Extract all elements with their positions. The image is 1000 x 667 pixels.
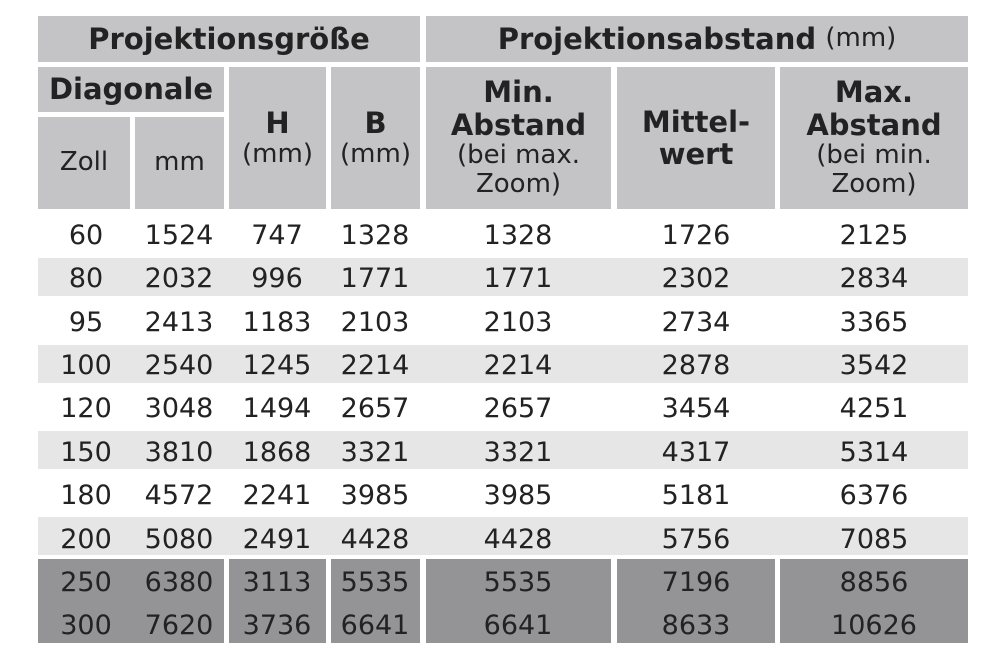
cell-min: 3321 <box>483 436 553 468</box>
cell-max: 7085 <box>839 523 909 555</box>
cell-mm: 6380 <box>144 567 214 599</box>
cell-mid: 2878 <box>661 350 731 382</box>
cell-zoll: 95 <box>68 306 104 338</box>
header-diagonal: Diagonale <box>38 67 224 112</box>
cell-mid: 1726 <box>661 219 731 251</box>
cell-h: 1868 <box>242 436 312 468</box>
cell-h: 3736 <box>242 610 312 642</box>
header-min-line2: Abstand <box>450 107 587 142</box>
cell-max: 8856 <box>839 567 909 599</box>
cell-h: 2241 <box>242 480 312 512</box>
cell-mm: 3810 <box>144 436 214 468</box>
header-height-label: H <box>265 106 290 141</box>
cell-min: 2657 <box>483 393 553 425</box>
header-width <box>331 67 420 209</box>
cell-max: 4251 <box>839 393 909 425</box>
cell-mid: 5181 <box>661 480 731 512</box>
cell-b: 1771 <box>340 263 410 295</box>
cell-min: 5535 <box>483 567 553 599</box>
cell-mm: 7620 <box>144 610 214 642</box>
cell-max: 2125 <box>839 219 909 251</box>
cell-mid: 5756 <box>661 523 731 555</box>
cell-mid: 4317 <box>661 436 731 468</box>
cell-min: 6641 <box>483 610 553 642</box>
header-width-unit: (mm) <box>340 138 411 169</box>
header-projection-distance <box>426 16 968 62</box>
header-max-line1: Max. <box>834 75 914 110</box>
cell-mm: 4572 <box>144 480 214 512</box>
cell-h: 1494 <box>242 393 312 425</box>
cell-min: 2214 <box>483 350 553 382</box>
cell-b: 3321 <box>340 436 410 468</box>
cell-max: 5314 <box>839 436 909 468</box>
cell-max: 3365 <box>839 306 909 338</box>
cell-b: 1328 <box>340 219 410 251</box>
header-mid-line1: Mittel- <box>641 104 751 139</box>
cell-mid: 3454 <box>661 393 731 425</box>
cell-zoll: 80 <box>68 263 104 295</box>
header-height <box>229 67 326 209</box>
cell-h: 996 <box>251 263 303 295</box>
cell-mid: 8633 <box>661 610 731 642</box>
cell-b: 6641 <box>340 610 410 642</box>
header-max-distance <box>780 67 968 209</box>
cell-zoll: 60 <box>68 219 104 251</box>
header-inch: Zoll <box>38 117 130 209</box>
header-min-line1: Min. <box>483 75 554 110</box>
header-projection-distance-label: Projektionsabstand <box>497 21 817 56</box>
cell-mm: 2413 <box>144 306 214 338</box>
cell-zoll: 180 <box>60 480 112 512</box>
cell-h: 3113 <box>242 567 312 599</box>
cell-zoll: 300 <box>60 610 112 642</box>
header-mid-value <box>617 67 775 209</box>
cell-max: 2834 <box>839 263 909 295</box>
cell-min: 1328 <box>483 219 553 251</box>
cell-b: 3985 <box>340 480 410 512</box>
cell-mm: 2032 <box>144 263 214 295</box>
cell-max: 10626 <box>831 610 917 642</box>
header-min-line4: Zoom) <box>475 169 562 200</box>
header-max-line2: Abstand <box>806 107 942 142</box>
header-mm: mm <box>135 117 224 209</box>
cell-max: 6376 <box>839 480 909 512</box>
header-max-line3: (bei min. <box>816 140 932 171</box>
cell-b: 2657 <box>340 393 410 425</box>
cell-b: 2214 <box>340 350 410 382</box>
header-min-line3: (bei max. <box>456 140 581 171</box>
cell-b: 2103 <box>340 306 410 338</box>
cell-zoll: 120 <box>60 393 112 425</box>
cell-mm: 2540 <box>144 350 214 382</box>
cell-zoll: 100 <box>60 350 112 382</box>
header-max-line4: Zoom) <box>831 169 917 200</box>
cell-max: 3542 <box>839 350 909 382</box>
cell-zoll: 200 <box>60 523 112 555</box>
header-projection-distance-unit: (mm) <box>825 23 897 54</box>
cell-min: 3985 <box>483 480 553 512</box>
cell-mm: 5080 <box>144 523 214 555</box>
cell-zoll: 150 <box>60 436 112 468</box>
cell-min: 2103 <box>483 306 553 338</box>
cell-zoll: 250 <box>60 567 112 599</box>
cell-h: 1183 <box>242 306 312 338</box>
cell-mid: 7196 <box>661 567 731 599</box>
cell-mm: 3048 <box>144 393 214 425</box>
cell-min: 1771 <box>483 263 553 295</box>
header-width-label: B <box>364 106 387 141</box>
cell-mm: 1524 <box>144 219 214 251</box>
cell-b: 4428 <box>340 523 410 555</box>
cell-h: 747 <box>251 219 303 251</box>
header-mid-line2: wert <box>658 137 734 171</box>
cell-min: 4428 <box>483 523 553 555</box>
header-min-distance <box>426 67 611 209</box>
cell-mid: 2734 <box>661 306 731 338</box>
header-projection-size: Projektionsgröße <box>38 16 420 62</box>
header-height-unit: (mm) <box>242 138 313 169</box>
cell-h: 1245 <box>242 350 312 382</box>
cell-mid: 2302 <box>661 263 731 295</box>
cell-b: 5535 <box>340 567 410 599</box>
cell-h: 2491 <box>242 523 312 555</box>
